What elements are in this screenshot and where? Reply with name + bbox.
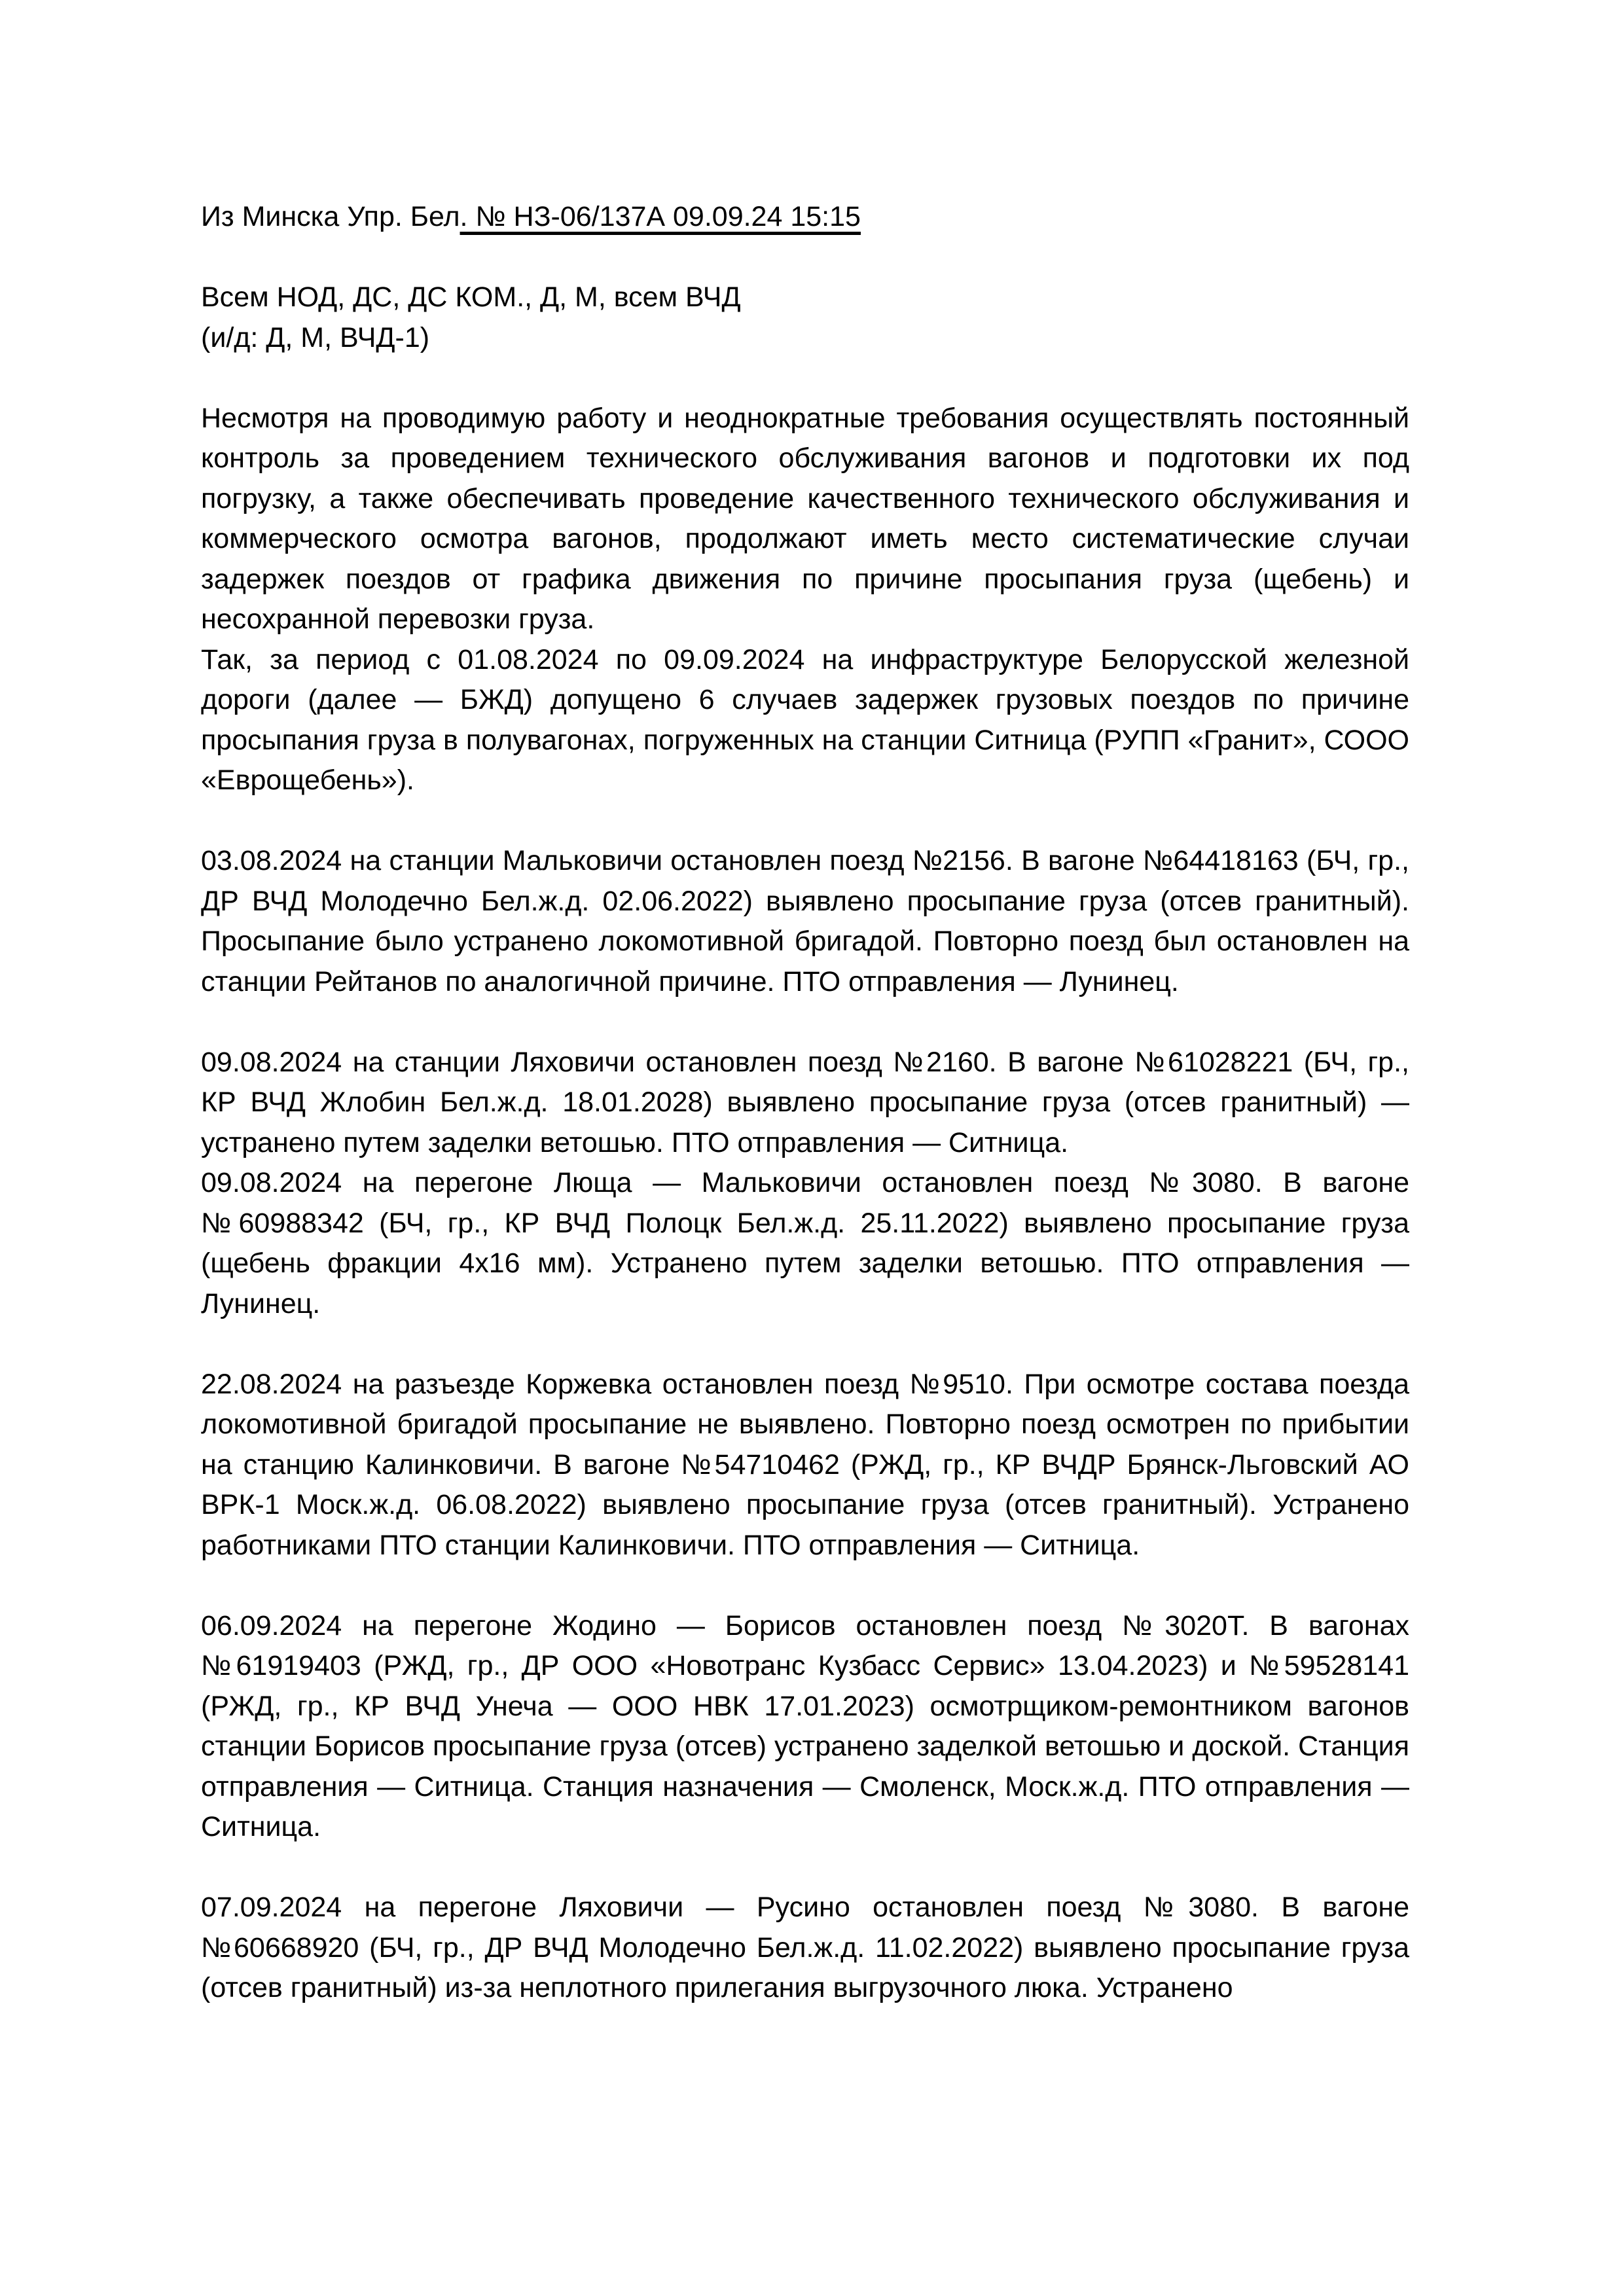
telegram-header-block [201,197,1409,238]
intro-block [201,399,1409,801]
incident-block-0803 [201,841,1409,1002]
period-summary-paragraph: Так, за период с 01.08.2024 по 09.09.2024 на инфраструктуре Белорусской железной дороги (далее — БЖД) допущено 6 случаев задержек грузовых поездов по причине просыпания груза в полувагонах, погруженных на станции Ситница (РУПП «Гранит», СООО «Еврощебень»). [201,643,1409,796]
incident-block-2208 [201,1365,1409,1566]
incident-paragraph-2208-korzhevka: 22.08.2024 на разъезде Коржевка остановлен поезд №9510. При осмотре состава поезда локомотивной бригадой просыпание не выявлено. Повторно поезд осмотрен по прибытии на станцию Калинковичи. В вагоне №54710462 (РЖД, гр., КР ВЧДР Брянск-Льговский АО ВРК-1 Моск.ж.д. 06.08.2022) выявлено просыпание груза (отсев гранитный). Устранено работниками ПТО станции Калинковичи. ПТО отправления — Ситница. [201,1368,1409,1561]
addressee-line-2: (и/д: Д, М, ВЧД-1) [201,321,430,353]
intro-paragraph: Несмотря на проводимую работу и неоднократные требования осуществлять постоянный контроль за проведением технического обслуживания вагонов и подготовки их под погрузку, а также обеспечивать проведение качественного технического обслуживания и коммерческого осмотра вагонов, продолжают иметь место систематические случаи задержек поездов от графика движения по причине просыпания груза (щебень) и несохранной перевозки груза. [201,402,1409,635]
incident-paragraph-0609-zhodino-borisov: 06.09.2024 на перегоне Жодино — Борисов остановлен поезд №3020Т. В вагонах №61919403 (РЖД, гр., ДР ООО «Новотранс Кузбасс Сервис» 13.04.2023) и №59528141 (РЖД, гр., КР ВЧД Унеча — ООО НВК 17.01.2023) осмотрщиком-ремонтником вагонов станции Борисов просыпание груза (отсев) устранено заделкой ветошью и доской. Станция отправления — Ситница. Станция назначения — Смоленск, Моск.ж.д. ПТО отправления — Ситница. [201,1609,1409,1842]
incident-paragraph-0709-lyakhovichi-rusino: 07.09.2024 на перегоне Ляховичи — Русино остановлен поезд №3080. В вагоне №60668920 (БЧ, гр., ДР ВЧД Молодечно Бел.ж.д. 11.02.2022) выявлено просыпание груза (отсев гранитный) из-за неплотного прилегания выгрузочного люка. Устранено [201,1892,1409,2003]
addressees-block [201,278,1409,358]
incident-block-0908 [201,1043,1409,1325]
incident-paragraph-0908-lyushcha: 09.08.2024 на перегоне Люща — Мальковичи остановлен поезд №3080. В вагоне №60988342 (БЧ, гр., КР ВЧД Полоцк Бел.ж.д. 25.11.2022) выявлено просыпание груза (щебень фракции 4х16 мм). Устранено путем заделки ветошью. ПТО отправления — Лунинец. [201,1167,1409,1319]
telegram-header-line [201,197,1409,238]
incident-block-0709 [201,1888,1409,2009]
header-origin-text: Из Минска Упр. Бел [201,201,460,232]
incident-paragraph-0803-malkovichi: 03.08.2024 на станции Мальковичи остановлен поезд №2156. В вагоне №64418163 (БЧ, гр., ДР ВЧД Молодечно Бел.ж.д. 02.06.2022) выявлено просыпание груза (отсев гранитный). Просыпание было устранено локомотивной бригадой. Повторно поезд был остановлен на станции Рейтанов по аналогичной причине. ПТО отправления — Лунинец. [201,845,1409,997]
incident-paragraph-0908-lyakhovichi: 09.08.2024 на станции Ляховичи остановлен поезд №2160. В вагоне №61028221 (БЧ, гр., КР ВЧД Жлобин Бел.ж.д. 18.01.2028) выявлено просыпание груза (отсев гранитный) — устранено путем заделки ветошью. ПТО отправления — Ситница. [201,1046,1409,1158]
document-content [201,197,1409,2009]
header-number-datetime-underlined: . № НЗ-06/137А 09.09.24 15:15 [460,201,861,232]
incident-block-0609 [201,1606,1409,1848]
addressee-line-1: Всем НОД, ДС, ДС КОМ., Д, М, всем ВЧД [201,281,741,313]
